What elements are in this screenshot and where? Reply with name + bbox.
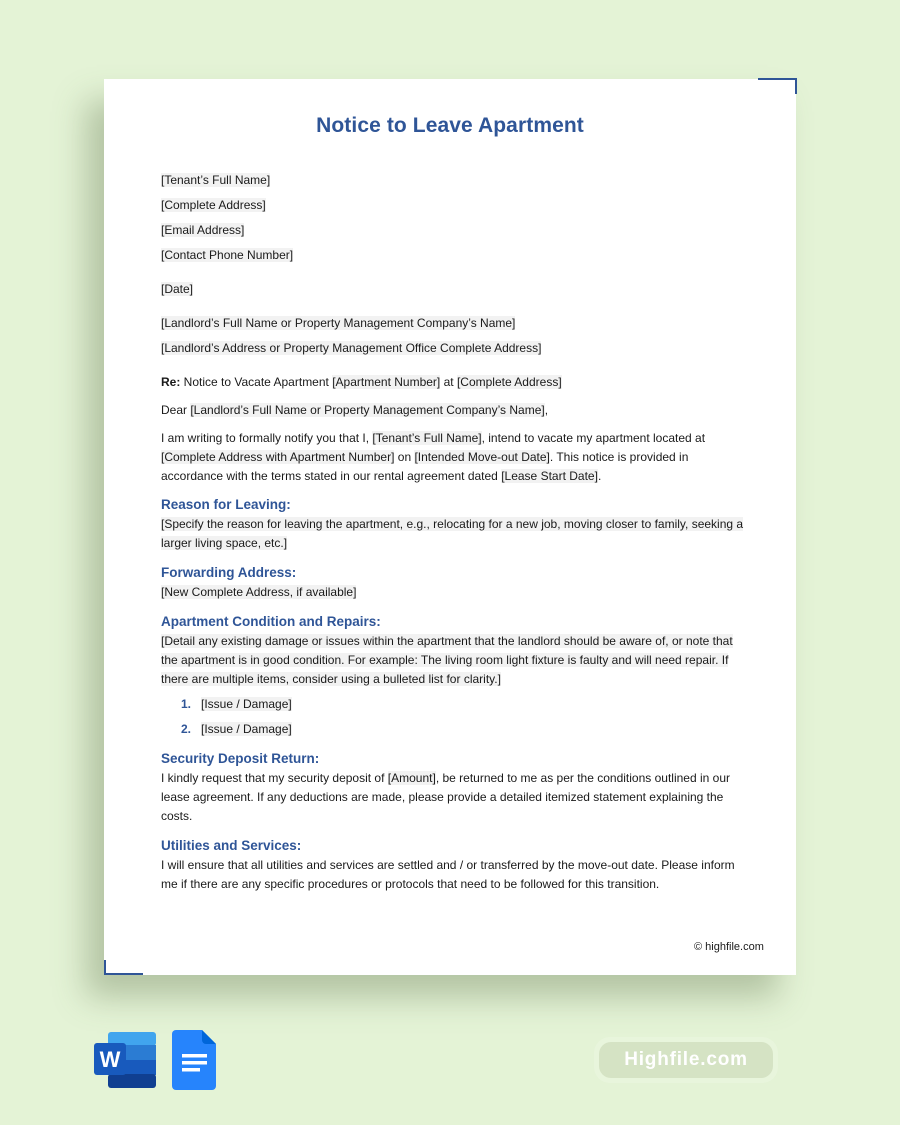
issue-placeholder: [Issue / Damage] <box>201 697 292 711</box>
salutation <box>161 401 751 420</box>
deposit-text: I kindly request that my security deposit of <box>161 771 388 785</box>
re-text: Notice to Vacate Apartment <box>180 375 333 389</box>
forwarding-address-placeholder: [New Complete Address, if available] <box>161 585 357 599</box>
salutation-prefix: Dear <box>161 403 191 417</box>
copyright-notice: © highfile.com <box>694 941 764 953</box>
microsoft-word-icon[interactable] <box>94 1030 158 1090</box>
salutation-name-placeholder: [Landlord’s Full Name or Property Management Company’s Name] <box>190 403 545 417</box>
section-heading: Apartment Condition and Repairs: <box>161 614 381 629</box>
highfile-brand-badge[interactable] <box>594 1037 778 1083</box>
complete-address-placeholder: [Complete Address] <box>161 198 266 212</box>
lease-start-date-placeholder: [Lease Start Date] <box>501 469 598 483</box>
section-heading: Reason for Leaving: <box>161 497 291 512</box>
utilities-text: I will ensure that all utilities and services are settled and / or transferred by the move-out date. Please inform me if there are any specific procedures or protocols that need to be followed for this transition. <box>161 858 735 891</box>
document-body <box>161 171 751 905</box>
issue-list <box>161 695 751 739</box>
deposit-text: , be returned to me as per the conditions outlined in our lease agreement. If any deductions are made, please provide a detailed itemized statement explaining the costs. <box>161 771 730 823</box>
landlord-address-placeholder: [Landlord’s Address or Property Management Office Complete Address] <box>161 341 542 355</box>
word-letter: W <box>99 1047 121 1072</box>
corner-accent-top-right <box>758 78 797 94</box>
list-number: 1. <box>181 697 192 711</box>
google-docs-icon[interactable] <box>172 1030 216 1090</box>
section-heading: Utilities and Services: <box>161 838 302 853</box>
tenant-name-placeholder: [Tenant’s Full Name] <box>161 173 271 187</box>
move-out-date-placeholder: [Intended Move-out Date] <box>414 450 550 464</box>
section-heading: Forwarding Address: <box>161 565 297 580</box>
intro-tenant-placeholder: [Tenant’s Full Name] <box>372 431 482 445</box>
recipient-block <box>161 314 751 358</box>
section-security-deposit <box>161 750 751 826</box>
section-reason-for-leaving <box>161 496 751 553</box>
intro-address-placeholder: [Complete Address with Apartment Number] <box>161 450 395 464</box>
intro-text: I am writing to formally notify you that I, <box>161 431 373 445</box>
section-apartment-condition <box>161 613 751 739</box>
list-number: 2. <box>181 722 192 736</box>
brand-label: Highfile.com <box>599 1042 773 1078</box>
reason-placeholder: [Specify the reason for leaving the apartment, e.g., relocating for a new job, moving closer to family, seeking a larger living space, etc.] <box>161 517 744 550</box>
date-placeholder: [Date] <box>161 282 194 296</box>
landlord-name-placeholder: [Landlord’s Full Name or Property Management Company’s Name] <box>161 316 516 330</box>
salutation-suffix: , <box>544 403 549 417</box>
section-utilities <box>161 837 751 894</box>
section-heading: Security Deposit Return: <box>161 751 320 766</box>
corner-accent-bottom-left <box>104 960 143 975</box>
re-label: Re: <box>161 375 181 389</box>
condition-placeholder: [Detail any existing damage or issues within the apartment that the landlord should be aware of, or note that the apartment is in good condition. For example: The living room light fixture is faulty and will need repair. If there are multiple items, consider using a bulleted list for clarity.] <box>161 634 733 686</box>
amount-placeholder: [Amount] <box>387 771 436 785</box>
intro-text: . <box>597 469 602 483</box>
intro-paragraph <box>161 429 751 486</box>
list-item <box>181 695 751 714</box>
intro-text: , intend to vacate my apartment located at <box>481 431 706 445</box>
re-address-placeholder: [Complete Address] <box>456 375 562 389</box>
list-item <box>181 720 751 739</box>
intro-text: on <box>394 450 415 464</box>
section-forwarding-address <box>161 564 751 602</box>
apartment-number-placeholder: [Apartment Number] <box>332 375 441 389</box>
document-title: Notice to Leave Apartment <box>316 114 584 137</box>
re-line <box>161 373 751 392</box>
re-text-at: at <box>440 375 457 389</box>
issue-placeholder: [Issue / Damage] <box>201 722 292 736</box>
email-address-placeholder: [Email Address] <box>161 223 245 237</box>
sender-block <box>161 171 751 265</box>
phone-number-placeholder: [Contact Phone Number] <box>161 248 294 262</box>
intro-text: . This notice is provided in accordance with the terms stated in our rental agreement dated <box>161 450 689 483</box>
